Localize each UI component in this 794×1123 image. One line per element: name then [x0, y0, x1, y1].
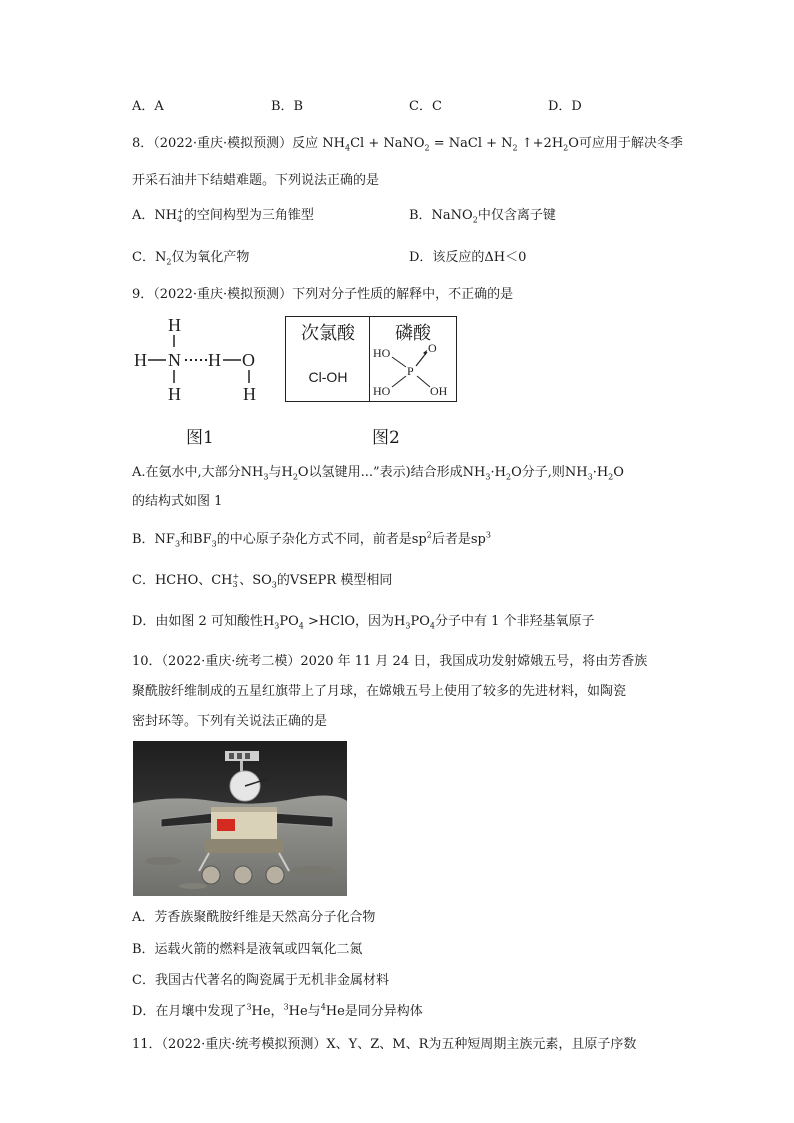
q8-option-b: B．NaNO$_2$中仅含离子键: [409, 208, 556, 225]
hclo-title: 次氯酸: [301, 323, 355, 344]
atom-h-bridge: H: [208, 350, 221, 370]
lunar-rover-image: [133, 741, 347, 896]
q10-stem-line3: 密封环等。下列有关说法正确的是: [132, 714, 328, 729]
q9-option-a-line1: A.在氨水中,大部分$NH_3$与$H_2O$以氢键用...”表示)结合形成$NH_3\cdot H_2O$分子,则$NH_3\cdot H_2O$: [132, 465, 624, 482]
q9-stem: 9．（2022·重庆·模拟预测）下列对分子性质的解释中，不正确的是: [132, 287, 514, 302]
figure-2-caption: 图2: [372, 428, 400, 448]
q9-option-a-line2: 的结构式如图 1: [132, 494, 223, 509]
atom-o: O: [242, 350, 255, 370]
q9-option-b: B．$NF_3$和$BF_3$的中心原子杂化方式不同，前者是$sp^2$后者是$sp^3$: [132, 530, 491, 549]
q9-option-d: D．由如图 2 可知酸性$H_3PO_4$ >HClO，因为$H_3PO_4$分子中有 1 个非羟基氧原子: [132, 614, 595, 631]
atom-n: N: [168, 350, 181, 370]
atom-o-double: O: [428, 343, 437, 355]
chinese-flag: [217, 819, 235, 831]
q8-option-a: A．NH + 4 的空间构型为三角锥型: [132, 206, 314, 224]
q8-stem-line2: 开采石油井下结蜡难题。下列说法正确的是: [132, 173, 380, 188]
q8-stem-line1: 8．（2022·重庆·模拟预测）反应 $NH_4Cl$ + NaNO$_2$ = NaCl + $N_2$ $↑+2H_2O$可应用于解决冬季: [132, 136, 683, 153]
q11-source: （2022·重庆·统考模拟预测）: [161, 1037, 327, 1052]
q7-option-d: D．D: [548, 99, 582, 114]
h3po4-title: 磷酸: [395, 323, 431, 344]
atom-oh: OH: [430, 384, 448, 398]
atom-ho-2: HO: [373, 384, 391, 398]
q10-stem-line1: 10．（2022·重庆·统考二模）2020 年 11 月 24 日，我国成功发射嫦娥五号，将由芳香族: [132, 654, 648, 669]
q10-option-a: A．芳香族聚酰胺纤维是天然高分子化合物: [132, 910, 376, 925]
q10-option-d: D．在月壤中发现了$^3$He，$^3$He与$^4$He是同分异构体: [132, 1002, 423, 1019]
q7-option-a: A．A: [132, 99, 164, 114]
q10-source: （2022·重庆·统考二模）: [161, 654, 301, 669]
q10-option-c: C．我国古代著名的陶瓷属于无机非金属材料: [132, 973, 389, 988]
atom-h-top: H: [168, 315, 181, 335]
figure-2-h3po4-cell: [369, 316, 457, 402]
q8-option-d: D．该反应的ΔH＜0: [409, 250, 527, 265]
q7-option-b: B．B: [271, 99, 304, 114]
q7-option-c: C．C: [409, 99, 442, 114]
atom-p: P: [407, 364, 414, 378]
figure-2-hclo-cell: [285, 316, 370, 402]
atom-h-left: H: [134, 350, 147, 370]
q8-option-c: C．$N_2$仅为氧化产物: [132, 250, 250, 267]
figure-1-caption: 图1: [186, 428, 214, 448]
phosphoric-acid-structure: [370, 343, 456, 401]
q10-stem-line2: 聚酰胺纤维制成的五星红旗带上了月球，在嫦娥五号上使用了较多的先进材料，如陶瓷: [132, 684, 627, 699]
atom-h-water: H: [243, 384, 256, 404]
q8-source: （2022·重庆·模拟预测）: [153, 136, 293, 151]
atom-h-bottom: H: [168, 384, 181, 404]
figure-1-ammonia-water: [128, 312, 268, 407]
atom-ho-1: HO: [373, 346, 391, 360]
q9-source: （2022·重庆·模拟预测）: [153, 287, 293, 302]
q11-stem: 11．（2022·重庆·统考模拟预测）X、Y、Z、M、R为五种短周期主族元素，且原子序数: [132, 1037, 637, 1052]
q10-option-b: B．运载火箭的燃料是液氧或四氧化二氮: [132, 942, 363, 957]
lunar-rover-photo: [133, 741, 347, 896]
hclo-formula: Cl-OH: [308, 369, 348, 385]
q9-option-c: C．HCHO、CH + 3 、$SO_3$的VSEPR 模型相同: [132, 571, 393, 590]
